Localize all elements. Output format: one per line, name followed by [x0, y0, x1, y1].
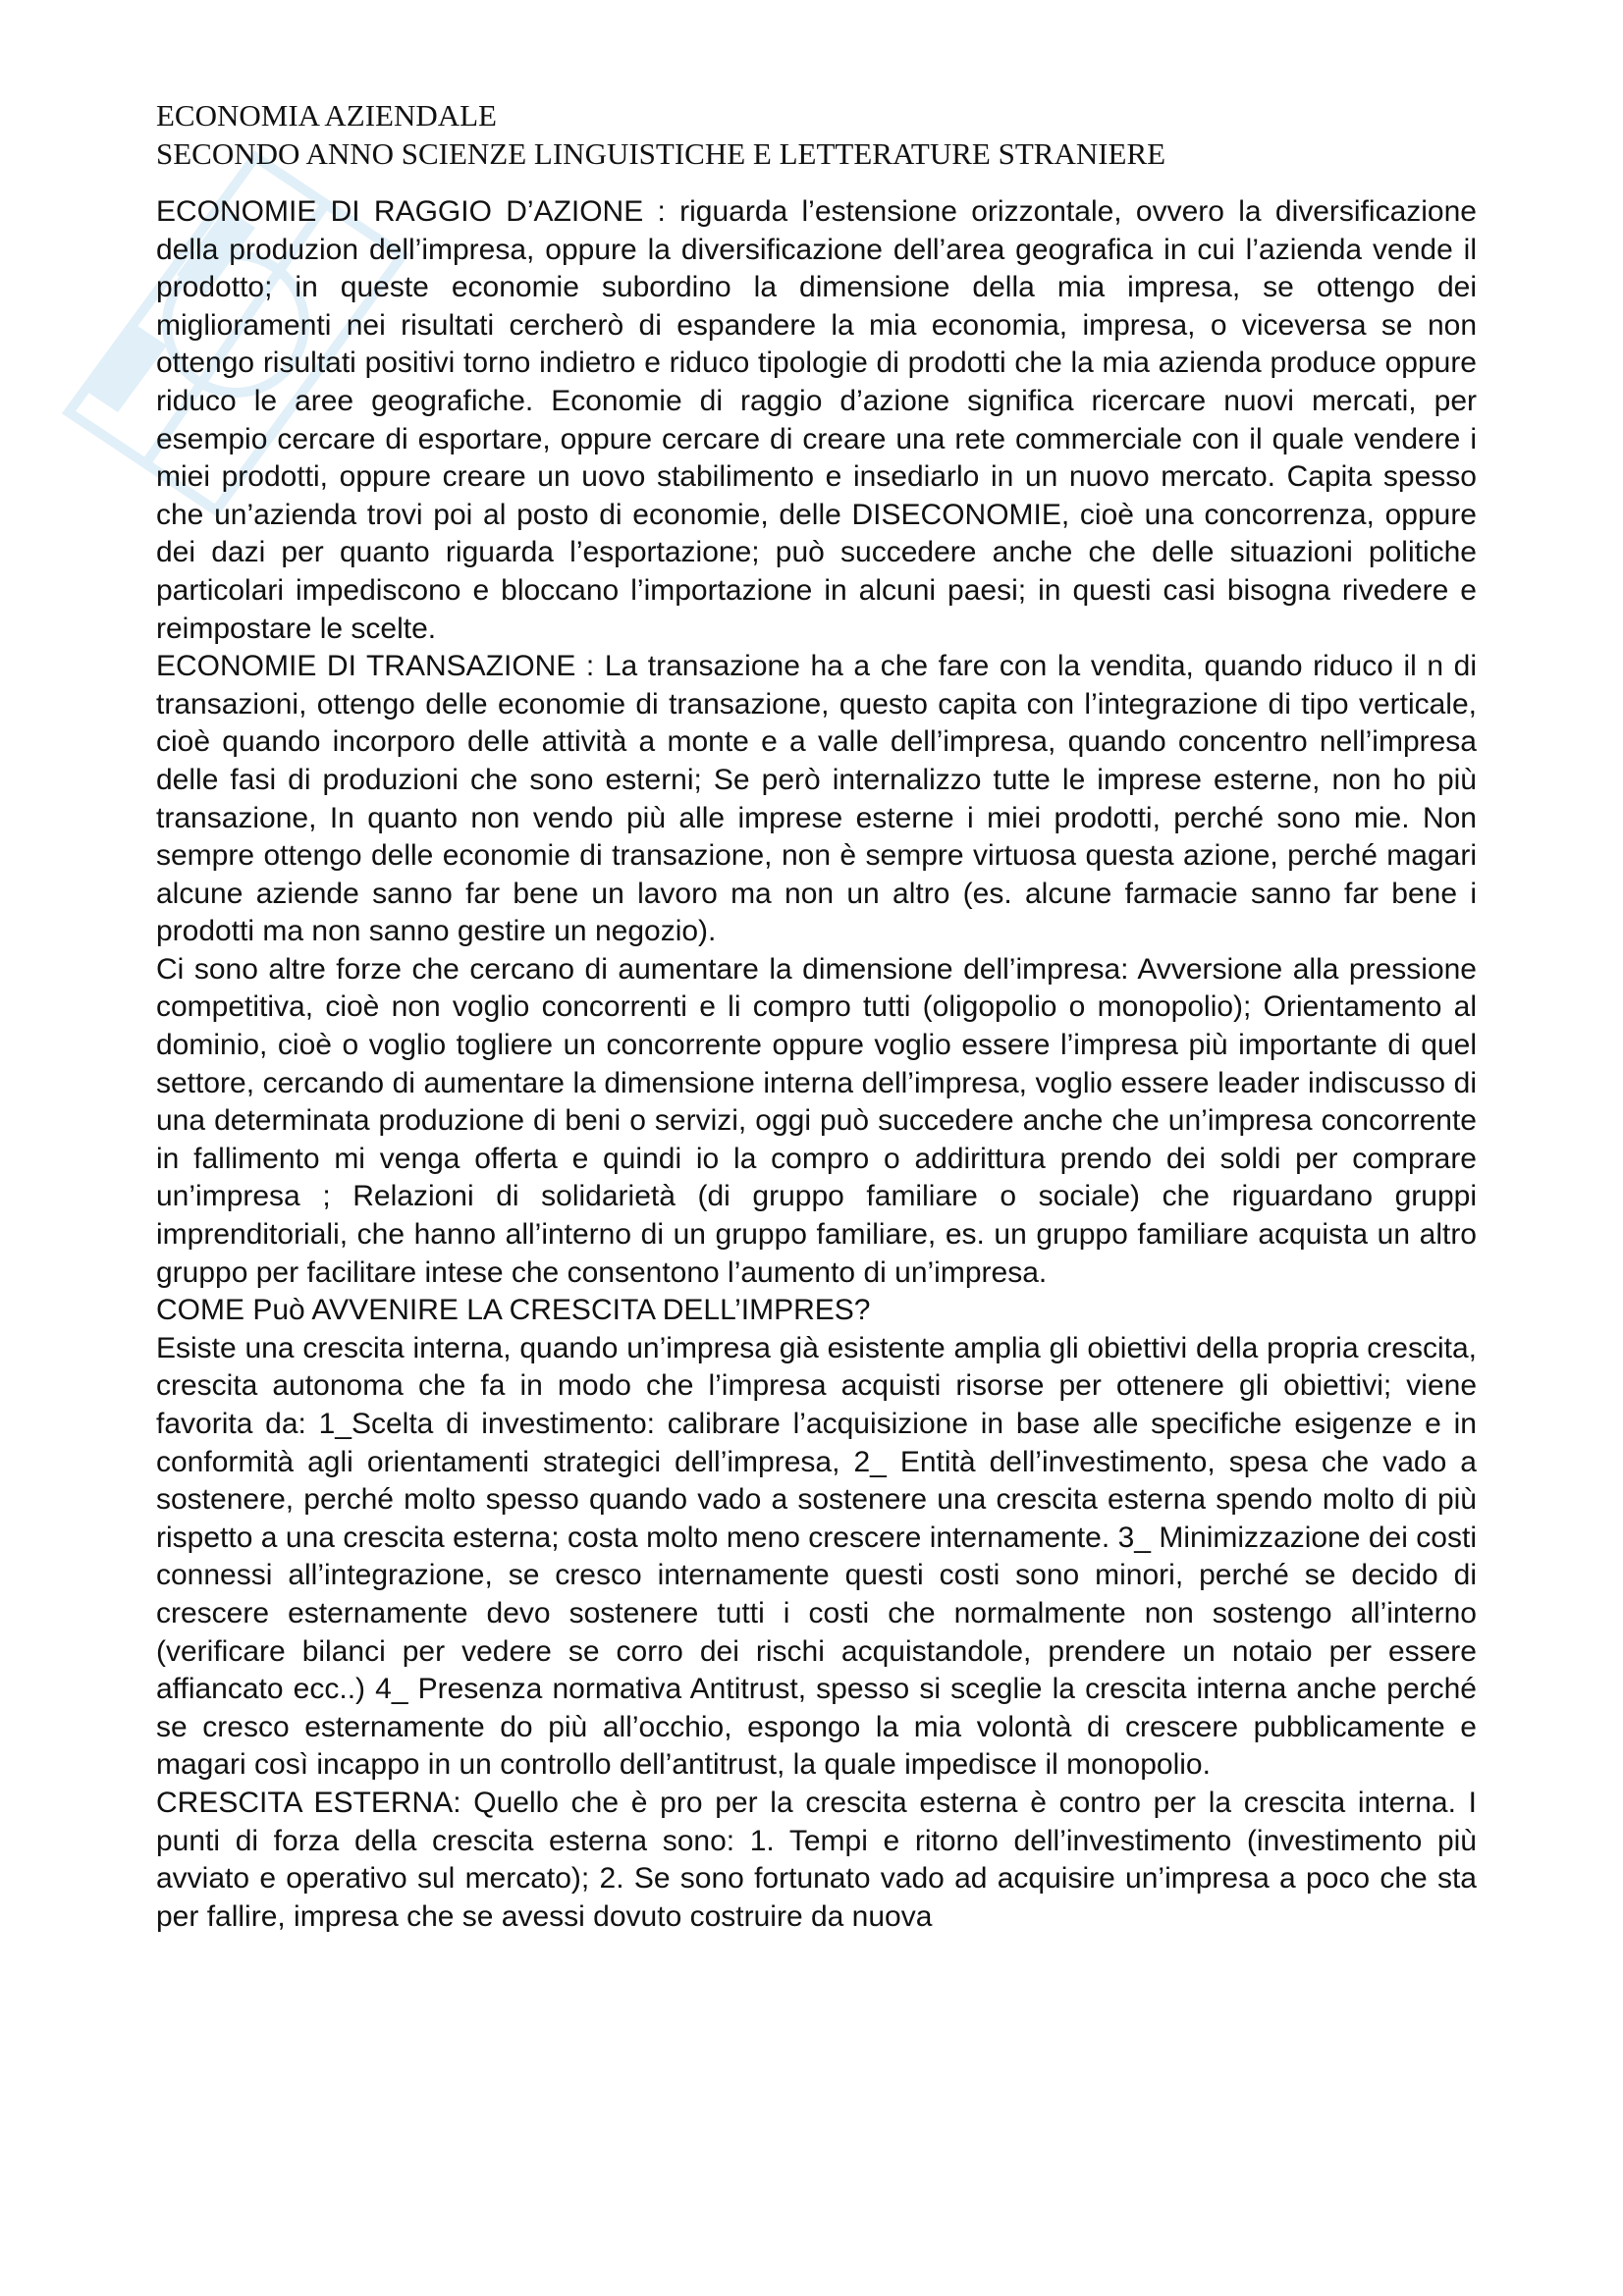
paragraph-altre-forze: Ci sono altre forze che cercano di aumentare la dimensione dell’impresa: Avversione alla pressione competitiva, cioè non voglio concorrenti e li compro tutti (oligopolio o monopolio); Orientamento al dominio, cioè o voglio togliere un concorrente oppure voglio essere l’impresa più importante di quel settore, cercando di aumentare la dimensione interna dell’impresa, voglio essere leader indiscusso di una determinata produzione di beni o servizi, oggi può succedere anche che un’impresa concorrente in fallimento mi venga offerta e quindi io la compro o addirittura prendo dei soldi per comprare un’impresa ; Relazioni di solidarietà (di gruppo familiare o sociale) che riguardano gruppi imprenditoriali, che hanno all’interno di un gruppo familiare, es. un gruppo familiare acquista un altro gruppo per facilitare intese che consentono l’aumento di un’impresa. [156, 952, 1477, 1289]
paragraph-crescita-interna: Esiste una crescita interna, quando un’impresa già esistente amplia gli obiettivi della propria crescita, crescita autonoma che fa in modo che l’impresa acquisti risorse per ottenere gli obiettivi; viene favorita da: 1_Scelta di investimento: calibrare l’acquisizione in base alle specifiche esigenze e in conformità agli orientamenti strategici dell’impresa, 2_ Entità dell’investimento, spesa che vado a sostenere, perché molto spesso quando vado a sostenere una crescita esterna spendo molto di più rispetto a una crescita esterna; costa molto meno crescere internamente. 3_ Minimizzazione dei costi connessi all’integrazione, se cresco internamente questi costi sono minori, perché se decido di crescere esternamente devo sostenere tutti i costi che normalmente non sostengo all’interno (verificare bilanci per vedere se corro dei rischi acquistandole, prendere un notaio per essere affiancato ecc..) 4_ Presenza normativa Antitrust, spesso si sceglie la crescita interna anche perché se cresco esternamente do più all’occhio, espongo la mia volontà di crescere pubblicamente e magari così incappo in un controllo dell’antitrust, la quale impedisce il monopolio. [156, 1331, 1477, 1782]
section-heading-crescita: COME Può AVVENIRE LA CRESCITA DELL’IMPRES? [156, 1294, 871, 1327]
paragraph-crescita-esterna: CRESCITA ESTERNA: Quello che è pro per la crescita esterna è contro per la crescita interna. I punti di forza della crescita esterna sono: 1. Tempi e ritorno dell’investimento (investimento più avviato e operativo sul mercato); 2. Se sono fortunato vado ad acquisire un’impresa a poco che sta per fallire, impresa che se avessi dovuto costruire da nuova [156, 1786, 1477, 1933]
header-course-title: ECONOMIA AZIENDALE [156, 98, 497, 133]
paragraph-economie-transazione: ECONOMIE DI TRANSAZIONE : La transazione ha a che fare con la vendita, quando riduco il n di transazioni, ottengo delle economie di transazione, questo capita con l’integrazione di tipo verticale, cioè quando incorporo delle attività a monte e a valle dell’impresa, quando concentro nell’impresa delle fasi di produzioni che sono esterni; Se però internalizzo tutte le imprese esterne, non ho più transazione, In quanto non vendo più alle imprese esterne i miei prodotti, perché sono mie. Non sempre ottengo delle economie di transazione, non è sempre virtuosa questa azione, perché magari alcune aziende sanno far bene un lavoro ma non un altro (es. alcune farmacie sanno far bene i prodotti ma non sanno gestire un negozio). [156, 650, 1477, 948]
paragraph-economie-raggio-azione: ECONOMIE DI RAGGIO D’AZIONE : riguarda l’estensione orizzontale, ovvero la diversificazione della produzion dell’impresa, oppure la diversificazione dell’area geografica in cui l’azienda vende il prodotto; in queste economie subordino la dimensione della mia impresa, se ottengo dei miglioramenti nei risultati cercherò di espandere la mia economia, impresa, o viceversa se non ottengo risultati positivi torno indietro e riduco tipologie di prodotti che la mia azienda produce oppure riduco le aree geografiche. Economie di raggio d’azione significa ricercare nuovi mercati, per esempio cercare di esportare, oppure cercare di creare una rete commerciale con il quale vendere i miei prodotti, oppure creare un uovo stabilimento e insediarlo in un nuovo mercato. Capita spesso che un’azienda trovi poi al posto di economie, delle DISECONOMIE, cioè una concorrenza, oppure dei dazi per quanto riguarda l’esportazione; può succedere anche che delle situazioni politiche particolari impediscono e bloccano l’importazione in alcuni paesi; in questi casi bisogna rivedere e reimpostare le scelte. [156, 195, 1477, 645]
document-body [156, 193, 1477, 1936]
header-course-year: SECONDO ANNO SCIENZE LINGUISTICHE E LETTERATURE STRANIERE [156, 136, 1166, 171]
document-header [156, 96, 1477, 173]
